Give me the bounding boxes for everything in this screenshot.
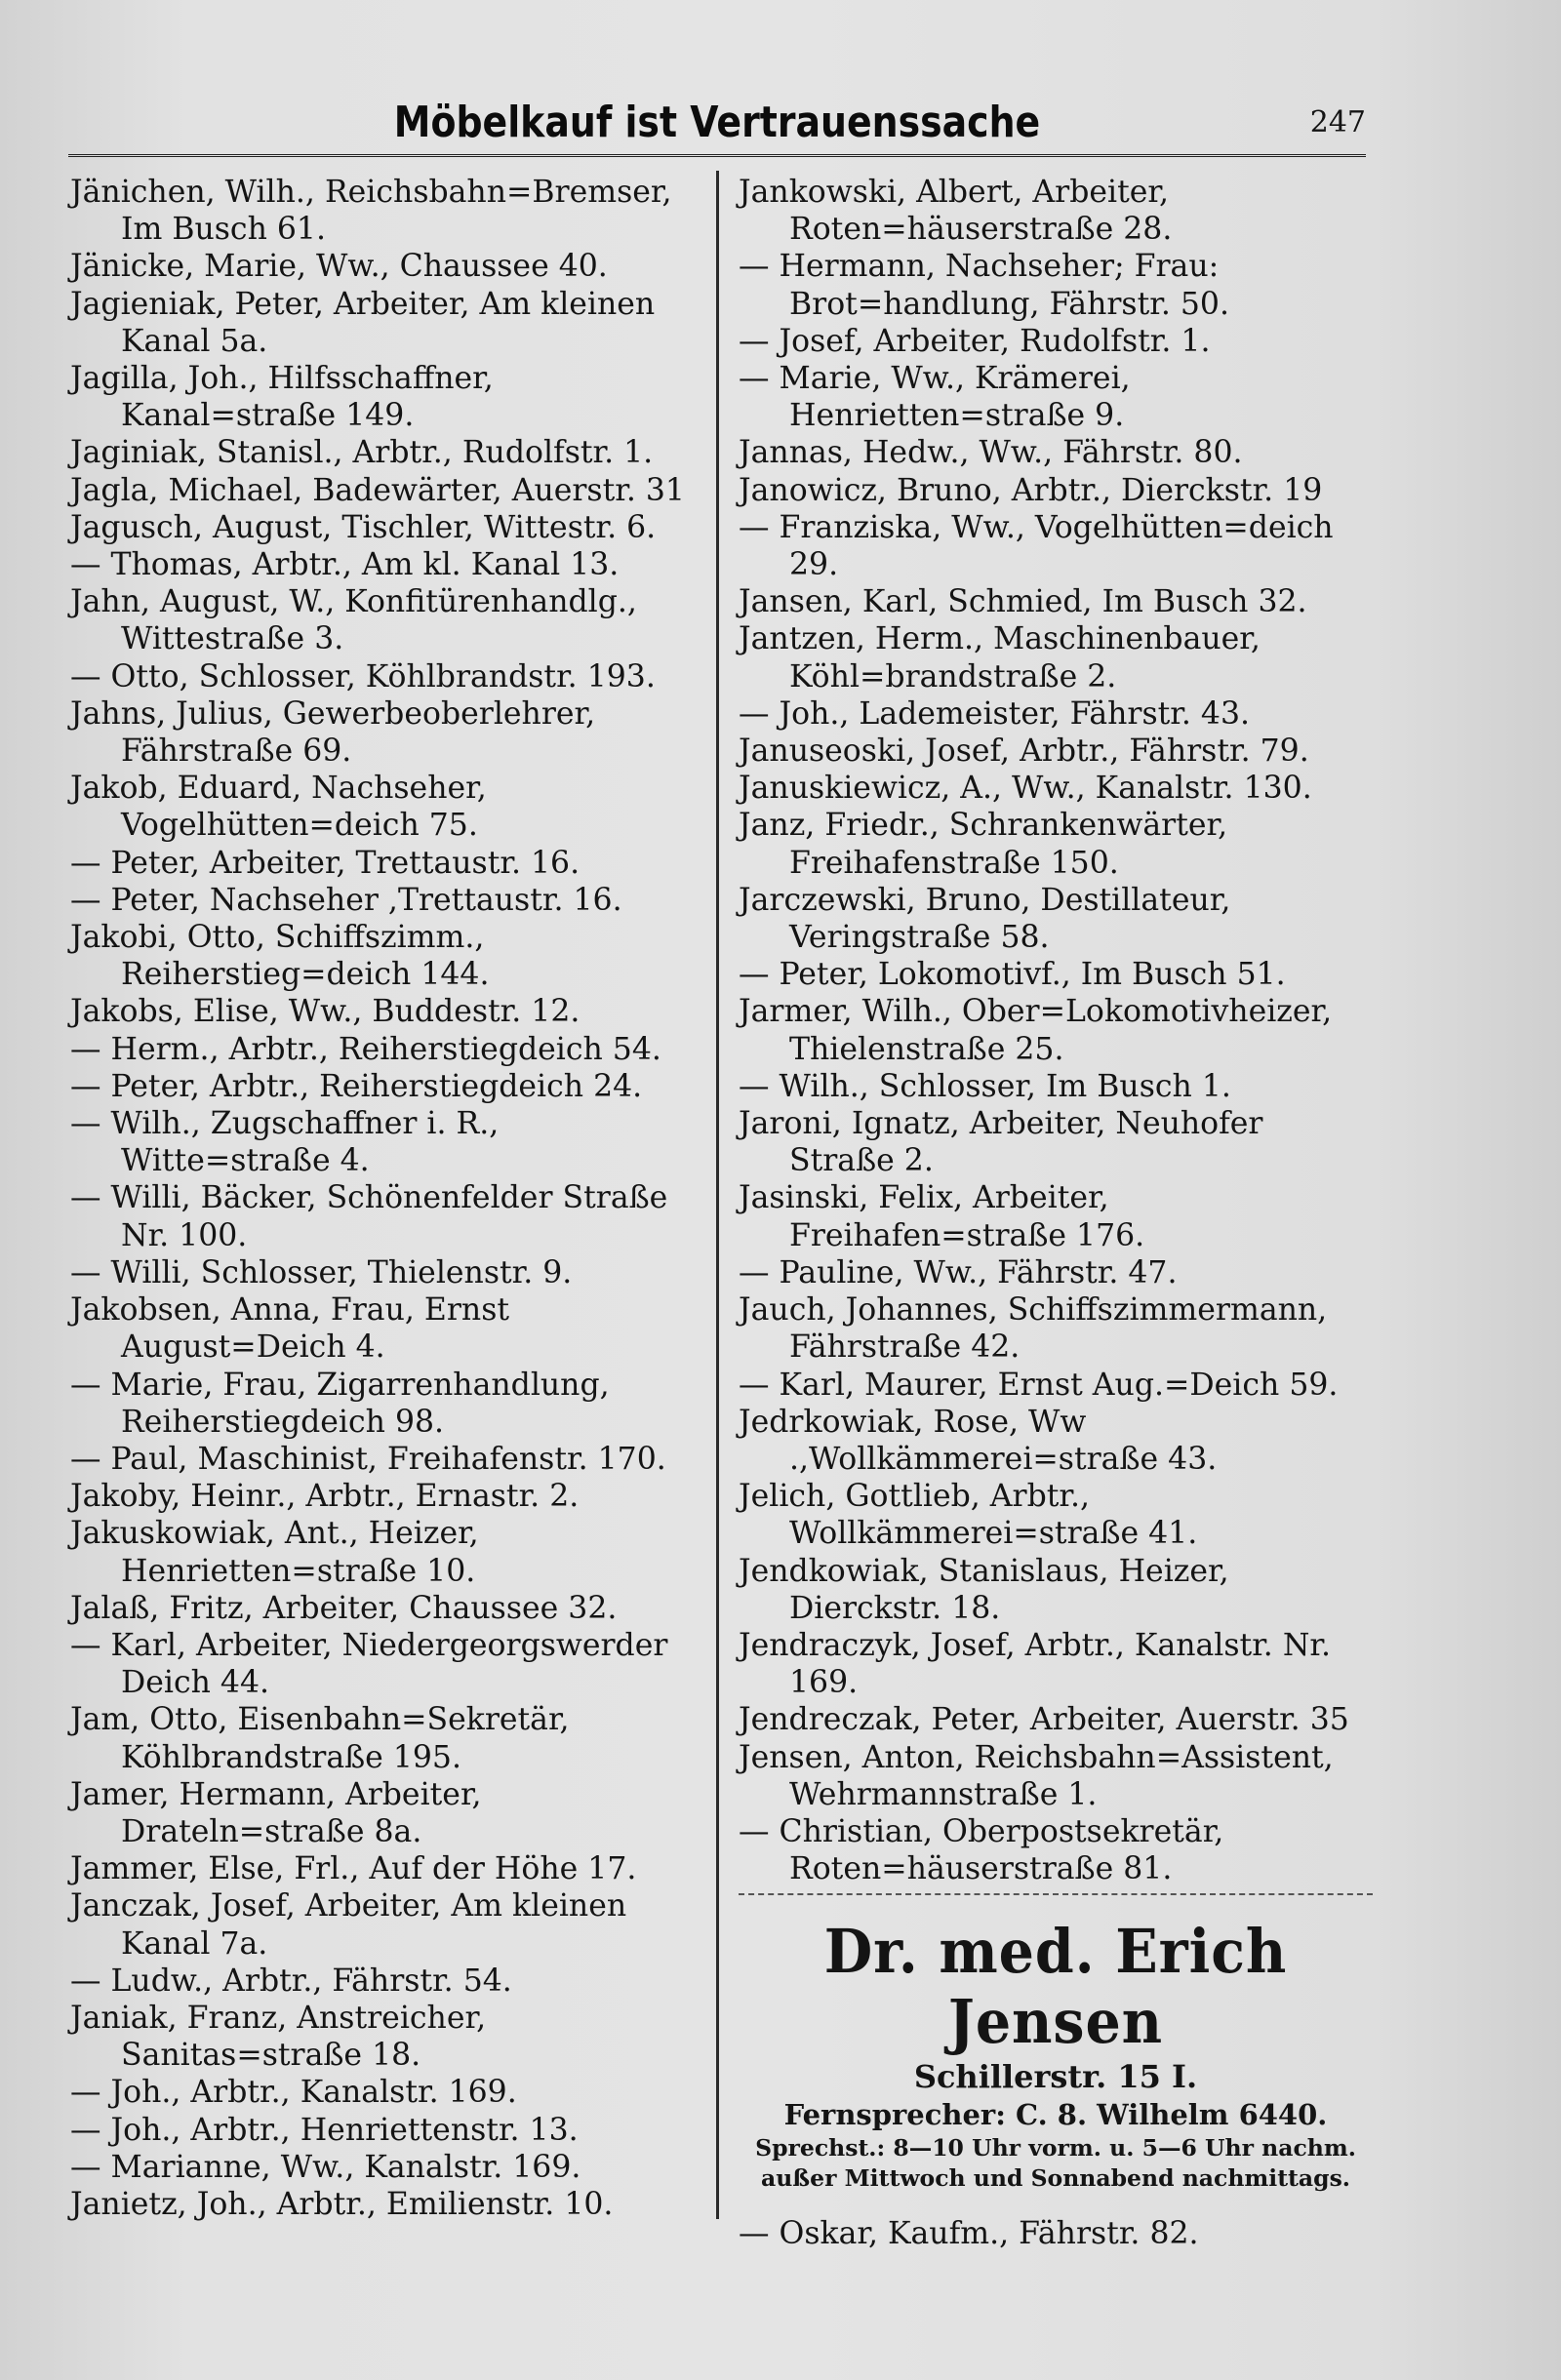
directory-entry: — Marianne, Ww., Kanalstr. 169. [70,2149,581,2185]
directory-entry: Jankowski, Albert, Arbeiter, Roten=häuserstraße 28. [739,175,1173,248]
directory-entry: — Karl, Arbeiter, Niedergeorgswerder Deich 44. [70,1627,668,1701]
directory-entry: Jendreczak, Peter, Arbeiter, Auerstr. 35 [739,1702,1349,1738]
directory-entry: Jamer, Hermann, Arbeiter, Drateln=straße 8a. [70,1776,482,1849]
directory-entry: — Joh., Arbtr., Henriettenstr. 13. [70,2112,579,2148]
directory-entry: Jensen, Anton, Reichsbahn=Assistent, Wehrmannstraße 1. [739,1739,1334,1812]
directory-entry: Jakuskowiak, Ant., Heizer, Henrietten=straße 10. [70,1516,479,1589]
directory-entry: Jendraczyk, Josef, Arbtr., Kanalstr. Nr. 169. [739,1627,1332,1701]
advertisement [739,1917,1373,2194]
page-number: 247 [1309,105,1366,139]
directory-entry: Jam, Otto, Eisenbahn=Sekretär, Köhlbrandstraße 195. [70,1702,570,1775]
directory-entry: Janczak, Josef, Arbeiter, Am kleinen Kanal 7a. [70,1888,627,1962]
directory-entry: — Josef, Arbeiter, Rudolfstr. 1. [739,323,1211,359]
ad-phone: Fernsprecher: C. 8. Wilhelm 6440. [783,2098,1328,2132]
directory-entry: — Wilh., Zugschaffner i. R., Witte=straße 4. [70,1106,500,1179]
directory-entry: — Karl, Maurer, Ernst Aug.=Deich 59. [739,1367,1339,1403]
directory-entry: — Oskar, Kaufm., Fährstr. 82. [739,2216,1199,2252]
directory-entry: Jendkowiak, Stanislaus, Heizer, Dierckstr. 18. [739,1553,1229,1626]
directory-entry: — Joh., Lademeister, Fährstr. 43. [739,695,1250,732]
directory-entry: Jagieniak, Peter, Arbeiter, Am kleinen Kanal 5a. [70,286,656,359]
directory-entry: Jauch, Johannes, Schiffszimmermann, Fährstraße 42. [739,1292,1328,1366]
directory-entry: Jakobs, Elise, Ww., Buddestr. 12. [70,994,580,1030]
directory-entry: Jarmer, Wilh., Ober=Lokomotivheizer, Thielenstraße 25. [739,994,1333,1067]
directory-entry: — Otto, Schlosser, Köhlbrandstr. 193. [70,658,656,694]
directory-entry: Jansen, Karl, Schmied, Im Busch 32. [739,584,1307,620]
ad-address: Schillerstr. 15 I. [913,2058,1198,2096]
directory-entry: Jagilla, Joh., Hilfsschaffner, Kanal=straße 149. [70,361,494,434]
directory-entry: — Marie, Ww., Krämerei, Henrietten=straße 9. [739,361,1131,434]
ad-hours-line-1: Sprechst.: 8—10 Uhr vorm. u. 5—6 Uhr nachm. [755,2134,1356,2162]
directory-entry: Jelich, Gottlieb, Arbtr., Wollkämmerei=straße 41. [739,1479,1198,1552]
directory-entry: Jänichen, Wilh., Reichsbahn=Bremser, Im Busch 61. [70,175,672,248]
ad-hours-line-2: außer Mittwoch und Sonnabend nachmittags. [760,2164,1350,2193]
ad-name: Dr. med. Erich Jensen [823,1916,1288,2058]
directory-entry: — Willi, Bäcker, Schönenfelder Straße Nr. 100. [70,1180,668,1253]
column-divider [716,171,719,2219]
directory-entry: Jakobsen, Anna, Frau, Ernst August=Deich 4. [70,1292,510,1366]
directory-entry: — Marie, Frau, Zigarrenhandlung, Reiherstiegdeich 98. [70,1367,610,1440]
ad-top-rule [739,1893,1373,1895]
directory-entry: — Joh., Arbtr., Kanalstr. 169. [70,2075,517,2111]
directory-entry: Jalaß, Fritz, Arbeiter, Chaussee 32. [70,1590,618,1626]
directory-entry: — Ludw., Arbtr., Fährstr. 54. [70,1963,512,1999]
directory-entry: Janiak, Franz, Anstreicher, Sanitas=straße 18. [70,2000,487,2074]
directory-entry: Jahn, August, W., Konfitürenhandlg., Wittestraße 3. [70,584,637,657]
directory-entry: Jaroni, Ignatz, Arbeiter, Neuhofer Straße 2. [739,1106,1263,1179]
directory-entry: Jammer, Else, Frl., Auf der Höhe 17. [70,1851,637,1887]
directory-entry: Jaginiak, Stanisl., Arbtr., Rudolfstr. 1. [70,435,654,471]
directory-entry: Jagla, Michael, Badewärter, Auerstr. 31 [70,472,685,508]
directory-entry: — Wilh., Schlosser, Im Busch 1. [739,1068,1231,1104]
directory-entry: Janowicz, Bruno, Arbtr., Dierckstr. 19 [739,472,1323,508]
directory-entry: — Peter, Arbtr., Reiherstiegdeich 24. [70,1068,643,1104]
directory-entry: — Pauline, Ww., Fährstr. 47. [739,1254,1178,1290]
right-column-top [739,174,1373,1887]
directory-entry: Jarczewski, Bruno, Destillateur, Veringstraße 58. [739,882,1231,956]
directory-entry: — Peter, Arbeiter, Trettaustr. 16. [70,845,580,881]
directory-entry: Jakoby, Heinr., Arbtr., Ernastr. 2. [70,1479,580,1515]
directory-entry: Janietz, Joh., Arbtr., Emilienstr. 10. [70,2186,614,2222]
directory-entry: — Christian, Oberpostsekretär, Roten=häuserstraße 81. [739,1813,1224,1887]
directory-entry: Jakobi, Otto, Schiffszimm., Reiherstieg=deich 144. [70,920,490,993]
directory-entry: — Franziska, Ww., Vogelhütten=deich 29. [739,509,1334,583]
directory-entry: — Herm., Arbtr., Reiherstiegdeich 54. [70,1031,661,1067]
directory-entry: — Hermann, Nachseher; Frau: Brot=handlung, Fährstr. 50. [739,249,1229,322]
directory-entry: — Thomas, Arbtr., Am kl. Kanal 13. [70,547,620,583]
directory-entry: — Peter, Lokomotivf., Im Busch 51. [739,957,1286,993]
right-column [739,174,1373,2253]
page-header [68,98,1366,156]
directory-entry: Januskiewicz, A., Ww., Kanalstr. 130. [739,771,1312,807]
directory-entry: Jannas, Hedw., Ww., Fährstr. 80. [739,435,1243,471]
page-title: Möbelkauf ist Vertrauenssache [393,98,1041,147]
directory-entry: — Paul, Maschinist, Freihafenstr. 170. [70,1441,666,1477]
directory-entry: Jakob, Eduard, Nachseher, Vogelhütten=deich 75. [70,771,487,844]
directory-entry: Janz, Friedr., Schrankenwärter, Freihafenstraße 150. [739,808,1228,881]
directory-entry: Jänicke, Marie, Ww., Chaussee 40. [70,249,608,285]
left-column [70,174,700,2223]
directory-entry: Jahns, Julius, Gewerbeoberlehrer, Fährstraße 69. [70,695,596,770]
directory-entry: — Willi, Schlosser, Thielenstr. 9. [70,1254,573,1290]
header-rule [68,154,1366,157]
directory-entry: Jagusch, August, Tischler, Wittestr. 6. [70,509,657,545]
right-column-bottom [739,2215,1373,2252]
directory-entry: — Peter, Nachseher ,Trettaustr. 16. [70,882,622,918]
directory-entry: Jantzen, Herm., Maschinenbauer, Köhl=brandstraße 2. [739,621,1261,694]
directory-entry: Januseoski, Josef, Arbtr., Fährstr. 79. [739,734,1309,770]
directory-entry: Jedrkowiak, Rose, Ww .,Wollkämmerei=straße 43. [739,1404,1218,1477]
directory-entry: Jasinski, Felix, Arbeiter, Freihafen=straße 176. [739,1180,1145,1253]
